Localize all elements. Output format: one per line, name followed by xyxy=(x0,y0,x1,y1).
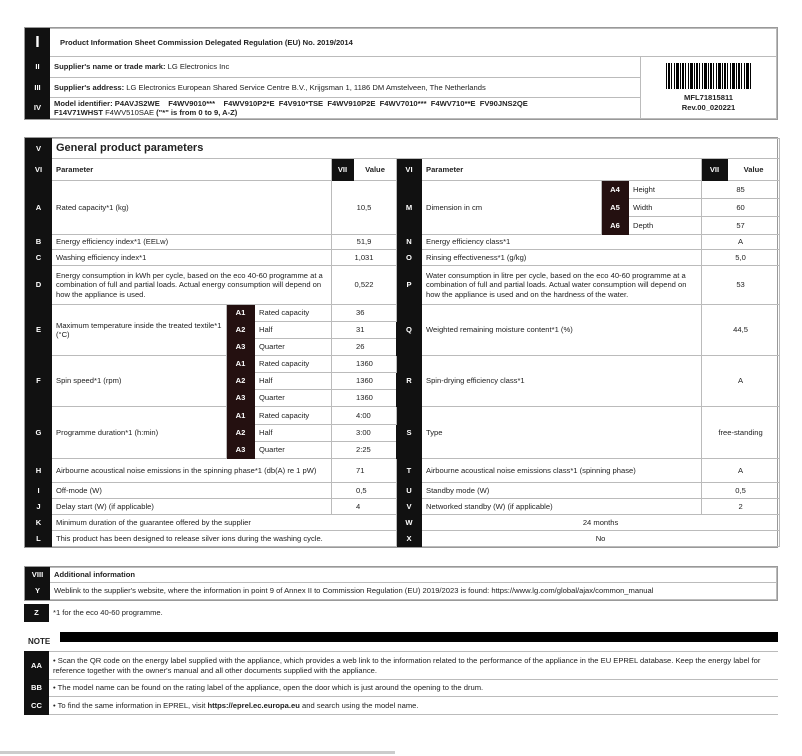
value: 4 xyxy=(332,499,397,515)
param: Weighted remaining moisture content*1 (%) xyxy=(422,305,702,356)
value: 44,5 xyxy=(702,305,780,356)
supplier-address: Supplier's address: LG Electronics European Shared Service Centre B.V., Krijgsman 1, 1186 DM Amstelveen, The Netherlands xyxy=(50,78,641,98)
sub-label: Quarter xyxy=(255,390,332,407)
row-code: S xyxy=(397,407,422,459)
row-code: B xyxy=(26,235,52,250)
value: 1360 xyxy=(332,390,397,407)
row-code: Y xyxy=(26,583,50,600)
note-code: CC xyxy=(25,697,49,715)
row-code: R xyxy=(397,356,422,407)
col-value: Value xyxy=(728,159,780,181)
row-code: G xyxy=(26,407,52,459)
section-title: General product parameters xyxy=(52,139,780,159)
param: Water consumption in litre per cycle, based on the eco 40-60 programme at a combination of full and partial loads. Actual water consumption will depend on how the appliance is used and on the hardness of the water. xyxy=(422,266,702,305)
header-section xyxy=(24,27,778,120)
general-parameters-table xyxy=(24,137,778,548)
param: Spin-drying efficiency class*1 xyxy=(422,356,702,407)
col-num: VII xyxy=(702,159,728,181)
sub-label: Rated capacity xyxy=(255,407,332,425)
param: Energy efficiency index*1 (EELw) xyxy=(52,235,332,250)
section-number: I xyxy=(26,29,50,57)
row-code: Z xyxy=(25,605,49,622)
row-code: X xyxy=(397,531,422,547)
param: Rinsing effectiveness*1 (g/kg) xyxy=(422,250,702,266)
row-code: L xyxy=(26,531,52,547)
sub-code: A1 xyxy=(227,407,255,425)
value-rated-capacity: 10,5 xyxy=(332,181,397,235)
note-bar xyxy=(60,632,778,642)
row-code: A xyxy=(26,181,52,235)
sub-code: A4 xyxy=(602,181,629,199)
barcode-block xyxy=(641,57,777,119)
sub-code: A3 xyxy=(227,339,255,356)
param: Programme duration*1 (h:min) xyxy=(52,407,227,459)
row-code: C xyxy=(26,250,52,266)
value: 1360 xyxy=(332,373,397,390)
footnote-text: *1 for the eco 40-60 programme. xyxy=(53,608,163,618)
section-number: VIII xyxy=(26,568,50,583)
model-identifier: Model identifier: P4AVJS2WE F4WV9010*** F4WV910P2*E F4V910*TSE F4WV910P2E F4WV7010*** F4WV710**E FV90JNS2QE F14V71WHST F4WV510SAE ("*" is from 0 to 9, A-Z) xyxy=(50,98,641,119)
sub-label: Half xyxy=(255,425,332,442)
row-code: D xyxy=(26,266,52,305)
sub-label: Depth xyxy=(629,217,702,235)
barcode-image xyxy=(666,63,752,89)
sub-code: A5 xyxy=(602,199,629,217)
sub-label: Quarter xyxy=(255,339,332,356)
value: 5,0 xyxy=(702,250,780,266)
row-number: III xyxy=(26,78,50,98)
sub-label: Width xyxy=(629,199,702,217)
param: Energy efficiency class*1 xyxy=(422,235,702,250)
value: 0,5 xyxy=(332,483,397,499)
barcode-code: MFL71815811 xyxy=(684,93,733,103)
row-code: U xyxy=(397,483,422,499)
param: Energy consumption in kWh per cycle, based on the eco 40-60 programme at a combination of full and partial loads. Actual energy consumption will depend on how the appliance is used. xyxy=(52,266,332,305)
value: 26 xyxy=(332,339,397,356)
value: 1,031 xyxy=(332,250,397,266)
row-code: J xyxy=(26,499,52,515)
value-depth: 57 xyxy=(702,217,780,235)
row-code: Q xyxy=(397,305,422,356)
weblink-text: Weblink to the supplier's website, where the information in point 9 of Annex II to Commission Regulation (EU) 2019/2023 is found: https://www.lg.com/global/ajax/common_manual xyxy=(50,583,777,600)
note-list xyxy=(24,651,778,715)
sub-code: A6 xyxy=(602,217,629,235)
value: 0,5 xyxy=(702,483,780,499)
sub-label: Half xyxy=(255,322,332,339)
value: 3:00 xyxy=(332,425,397,442)
row-code: O xyxy=(397,250,422,266)
row-code: T xyxy=(397,459,422,483)
sub-label: Rated capacity xyxy=(255,356,332,373)
row-number: IV xyxy=(26,98,50,119)
value-width: 60 xyxy=(702,199,780,217)
param: This product has been designed to release silver ions during the washing cycle. xyxy=(52,531,397,547)
col-parameter: Parameter xyxy=(52,159,332,181)
eprel-link[interactable]: https://eprel.ec.europa.eu xyxy=(207,700,300,710)
param: Airbourne acoustical noise emissions class*1 (spinning phase) xyxy=(422,459,702,483)
sub-label: Height xyxy=(629,181,702,199)
row-code: N xyxy=(397,235,422,250)
value: A xyxy=(702,459,780,483)
col-value: Value xyxy=(354,159,397,181)
sub-label: Quarter xyxy=(255,442,332,459)
value: 51,9 xyxy=(332,235,397,250)
section-title: Additional information xyxy=(50,568,777,583)
row-number: II xyxy=(26,57,50,78)
row-code: W xyxy=(397,515,422,531)
note-code: BB xyxy=(25,680,49,697)
note-header xyxy=(24,632,778,646)
sub-code: A2 xyxy=(227,373,255,390)
value: 2:25 xyxy=(332,442,397,459)
param: Spin speed*1 (rpm) xyxy=(52,356,227,407)
footnote xyxy=(24,604,778,622)
value: 36 xyxy=(332,305,397,322)
sub-code: A2 xyxy=(227,322,255,339)
value: free-standing xyxy=(702,407,780,459)
page-title: Product Information Sheet Commission Delegated Regulation (EU) No. 2019/2014 xyxy=(50,29,777,57)
col-num: VI xyxy=(397,159,422,181)
sub-code: A3 xyxy=(227,390,255,407)
barcode-rev: Rev.00_020221 xyxy=(681,102,736,112)
value: 4:00 xyxy=(332,407,397,425)
value-guarantee: 24 months xyxy=(422,515,780,531)
sub-label: Rated capacity xyxy=(255,305,332,322)
param-dimension: Dimension in cm xyxy=(422,181,602,235)
param: Washing efficiency index*1 xyxy=(52,250,332,266)
value: A xyxy=(702,356,780,407)
param: Networked standby (W) (if applicable) xyxy=(422,499,702,515)
value: 31 xyxy=(332,322,397,339)
value-silver-ions: No xyxy=(422,531,780,547)
value: 0,522 xyxy=(332,266,397,305)
col-num: VII xyxy=(332,159,354,181)
note-item: • The model name can be found on the rating label of the appliance, open the door which is just around the opening to the drum. xyxy=(49,680,779,697)
note-code: AA xyxy=(25,652,49,680)
sub-code: A1 xyxy=(227,305,255,322)
param: Airbourne acoustical noise emissions in the spinning phase*1 (db(A) re 1 pW) xyxy=(52,459,332,483)
row-code: I xyxy=(26,483,52,499)
row-code: K xyxy=(26,515,52,531)
note-item: • To find the same information in EPREL, visit https://eprel.ec.europa.eu and search using the model name. xyxy=(49,697,779,715)
param: Type xyxy=(422,407,702,459)
sub-label: Half xyxy=(255,373,332,390)
col-parameter: Parameter xyxy=(422,159,702,181)
row-code: V xyxy=(397,499,422,515)
value: 1360 xyxy=(332,356,397,373)
additional-information xyxy=(24,566,778,601)
value-height: 85 xyxy=(702,181,780,199)
note-item: • Scan the QR code on the energy label supplied with the appliance, which provides a web link to the information related to the performance of the appliance in the EU EPREL database. Keep the energy label for reference together with the owner's manual and all other documents supplied with the appliance. xyxy=(49,652,779,680)
param: Maximum temperature inside the treated textile*1 (°C) xyxy=(52,305,227,356)
param-rated-capacity: Rated capacity*1 (kg) xyxy=(52,181,332,235)
param: Off-mode (W) xyxy=(52,483,332,499)
row-code: M xyxy=(397,181,422,235)
value: A xyxy=(702,235,780,250)
value: 71 xyxy=(332,459,397,483)
row-code: F xyxy=(26,356,52,407)
value: 2 xyxy=(702,499,780,515)
sub-code: A3 xyxy=(227,442,255,459)
col-num: VI xyxy=(26,159,52,181)
sub-code: A2 xyxy=(227,425,255,442)
horizontal-scrollbar[interactable] xyxy=(0,751,395,754)
param: Minimum duration of the guarantee offered by the supplier xyxy=(52,515,397,531)
section-number: V xyxy=(26,139,52,159)
param: Standby mode (W) xyxy=(422,483,702,499)
sub-code: A1 xyxy=(227,356,255,373)
value: 53 xyxy=(702,266,780,305)
supplier-name: Supplier's name or trade mark: LG Electronics Inc xyxy=(50,57,641,78)
row-code: P xyxy=(397,266,422,305)
note-title: NOTE xyxy=(28,637,51,646)
row-code: E xyxy=(26,305,52,356)
row-code: H xyxy=(26,459,52,483)
param: Delay start (W) (if applicable) xyxy=(52,499,332,515)
